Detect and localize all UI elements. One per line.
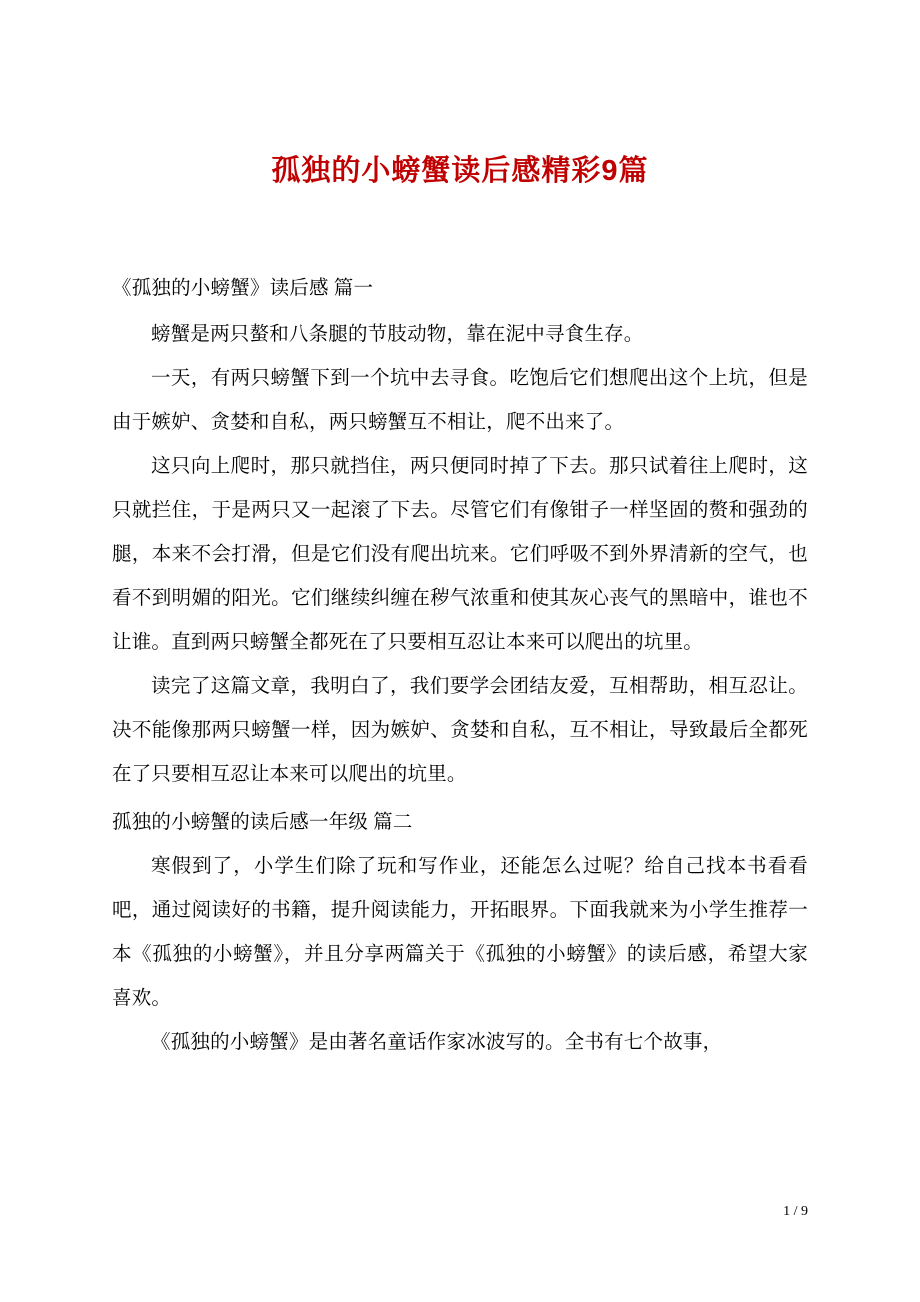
paragraph: 一天，有两只螃蟹下到一个坑中去寻食。吃饱后它们想爬出这个上坑，但是由于嫉妒、贪婪和自私，两只螃蟹互不相让，爬不出来了。 bbox=[112, 368, 808, 433]
paragraph: 这只向上爬时，那只就挡住，两只便同时掉了下去。那只试着往上爬时，这只就拦住，于是两只又一起滚了下去。尽管它们有像钳子一样坚固的赘和强劲的腿，本来不会打滑，但是它们没有爬出坑来。它们呼吸不到外界清新的空气，也看不到明媚的阳光。它们继续纠缠在秽气浓重和使其灰心丧气的黑暗中，谁也不让谁。直到两只螃蟹全都死在了只要相互忍让本来可以爬出的坑里。 bbox=[112, 456, 808, 653]
paragraph: 螃蟹是两只螯和八条腿的节肢动物，靠在泥中寻食生存。 bbox=[151, 324, 644, 345]
document-body bbox=[112, 267, 808, 1065]
paragraph: 寒假到了，小学生们除了玩和写作业，还能怎么过呢？给自己找本书看看吧，通过阅读好的书籍，提升阅读能力，开拓眼界。下面我就来为小学生推荐一本《孤独的小螃蟹》，并且分享两篇关于《孤独的小螃蟹》的读后感，希望大家喜欢。 bbox=[112, 856, 808, 1009]
paragraph: 《孤独的小螃蟹》是由著名童话作家冰波写的。全书有七个故事， bbox=[151, 1032, 723, 1053]
page-title: 孤独的小螃蟹读后感精彩9篇 bbox=[271, 155, 649, 187]
paragraph: 读完了这篇文章，我明白了，我们要学会团结友爱，互相帮助，相互忍让。决不能像那两只螃蟹一样，因为嫉妒、贪婪和自私，互不相让，导致最后全都死在了只要相互忍让本来可以爬出的坑里。 bbox=[112, 676, 808, 785]
paragraph: 《孤独的小螃蟹》读后感 篇一 bbox=[112, 278, 374, 299]
page-number: 1 / 9 bbox=[783, 1204, 808, 1219]
paragraph: 孤独的小螃蟹的读后感一年级 篇二 bbox=[112, 812, 413, 833]
